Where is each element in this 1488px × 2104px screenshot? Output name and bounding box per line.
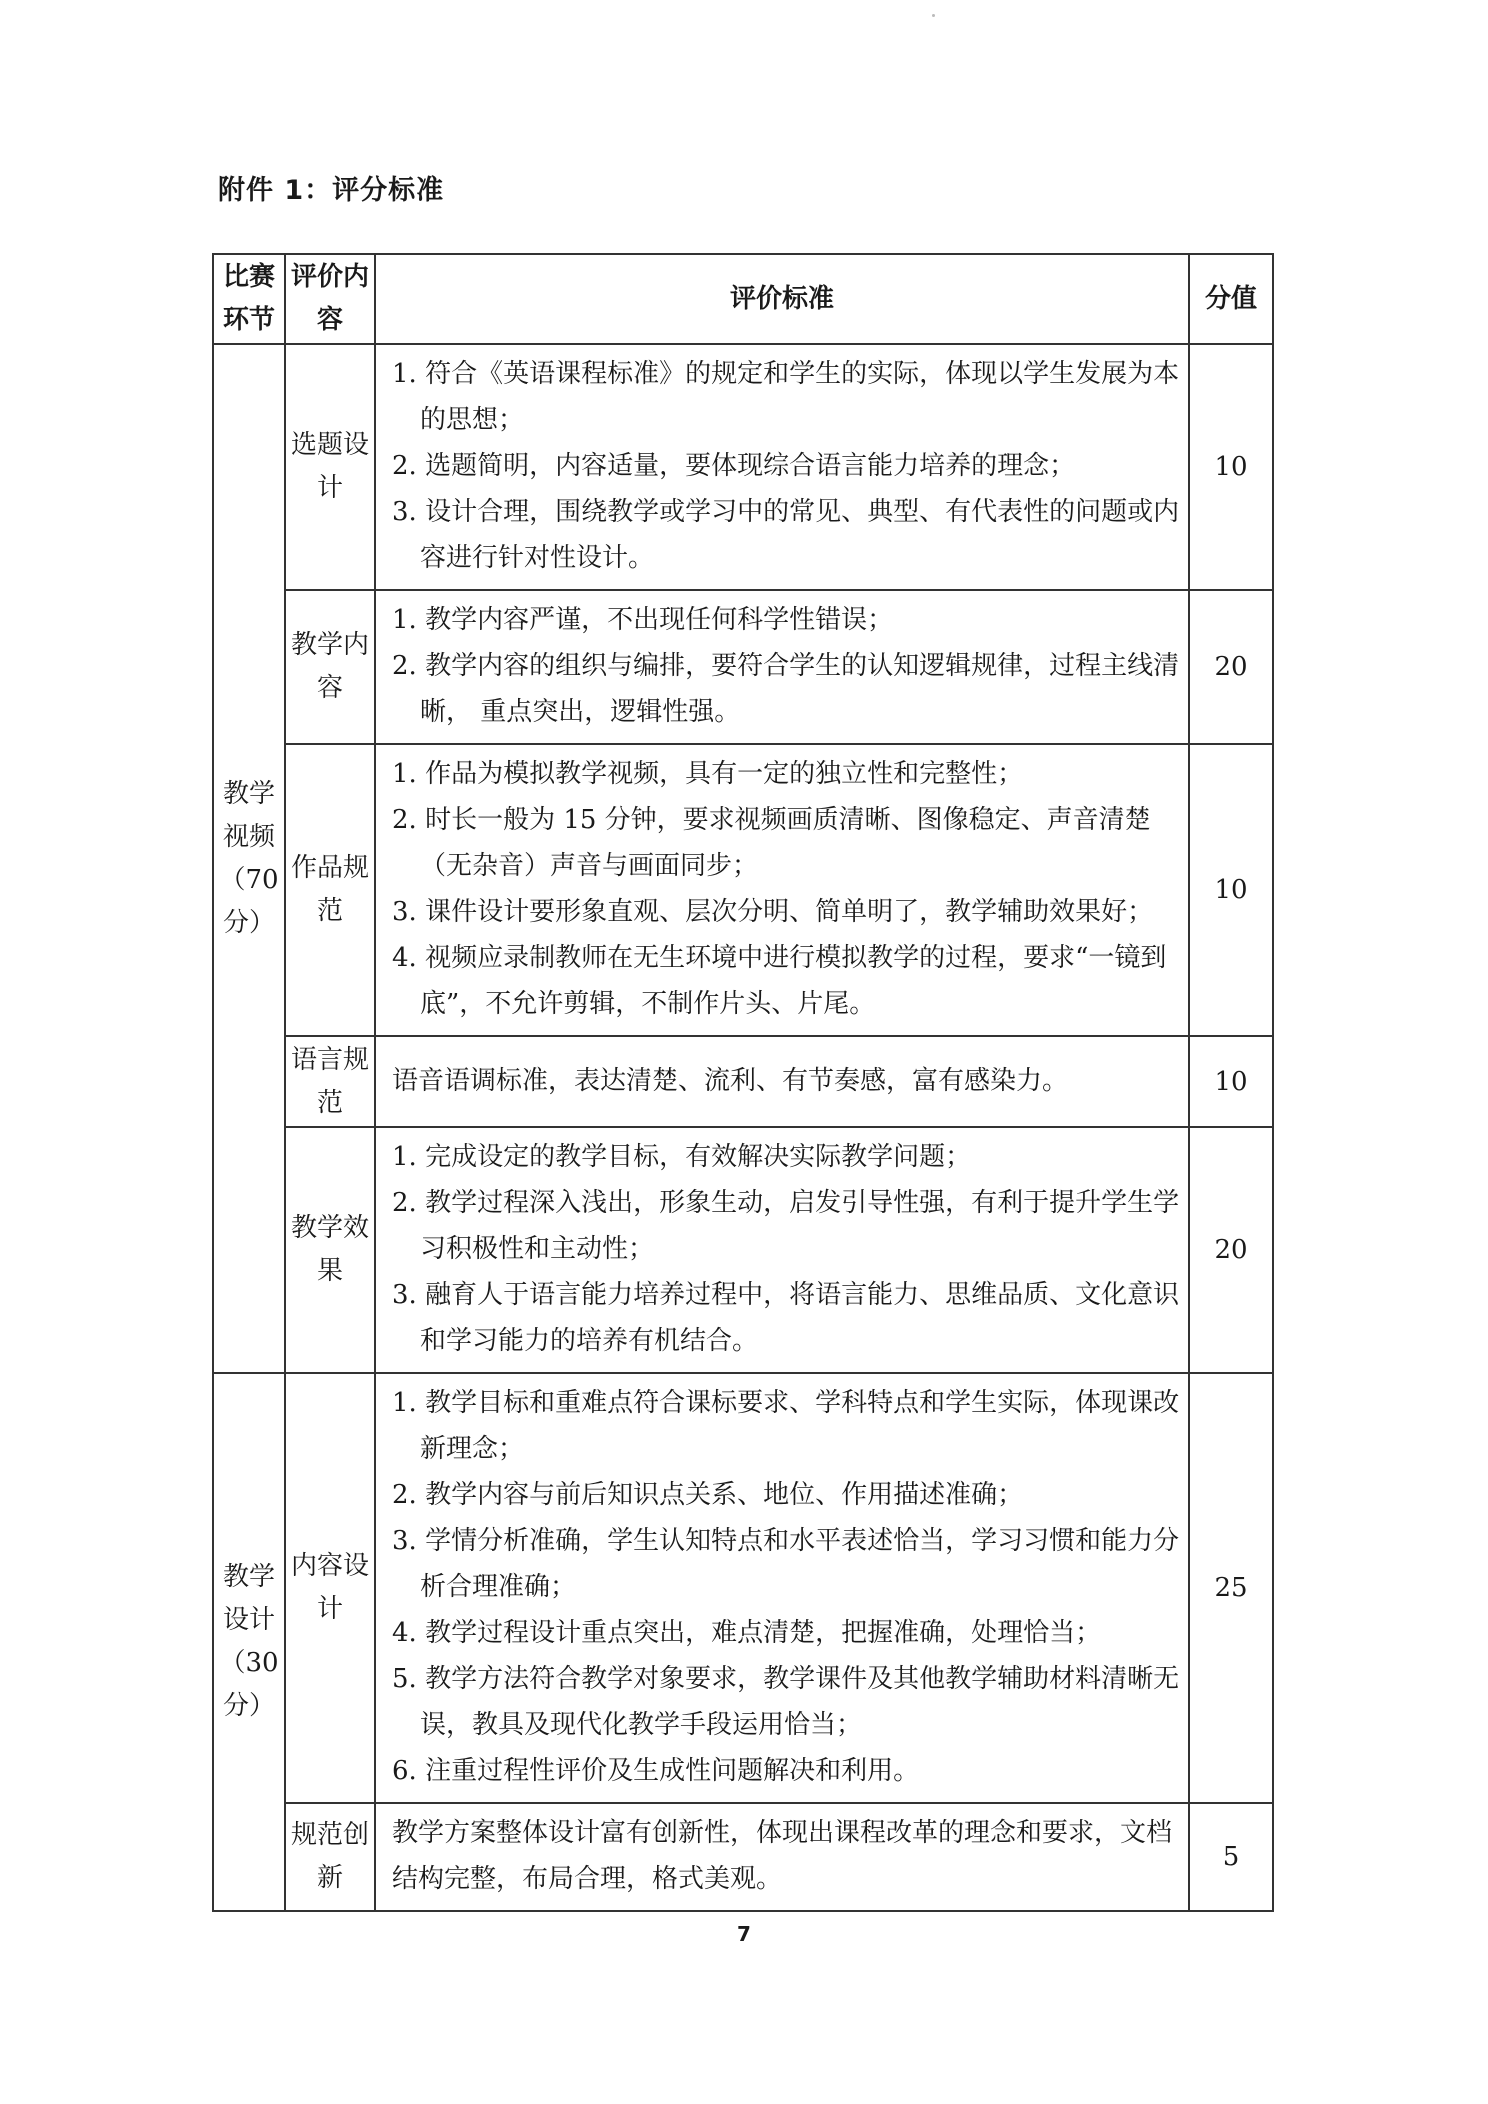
table-header xyxy=(213,254,1273,344)
criteria-item: 3. 设计合理，围绕教学或学习中的常见、典型、有代表性的问题或内容进行针对性设计。 xyxy=(392,497,1180,573)
criteria-item: 1. 符合《英语课程标准》的规定和学生的实际，体现以学生发展为本的思想； xyxy=(392,359,1180,435)
criteria-item: 2. 教学内容与前后知识点关系、地位、作用描述准确； xyxy=(392,1480,1024,1510)
score-value: 25 xyxy=(1189,1373,1273,1803)
content-label: 语言规范 xyxy=(285,1036,375,1127)
criteria-cell xyxy=(375,344,1189,590)
score-value: 10 xyxy=(1189,1036,1273,1127)
criteria-cell xyxy=(375,1803,1189,1911)
criteria-item: 5. 教学方法符合教学对象要求，教学课件及其他教学辅助材料清晰无误，教具及现代化教学手段运用恰当； xyxy=(392,1664,1180,1740)
stage-design: 教学设计（30分） xyxy=(213,1373,285,1911)
criteria-item: 2. 选题简明，内容适量，要体现综合语言能力培养的理念； xyxy=(392,451,1076,481)
criteria-item: 4. 教学过程设计重点突出，难点清楚，把握准确，处理恰当； xyxy=(392,1618,1102,1648)
criteria-item: 6. 注重过程性评价及生成性问题解决和利用。 xyxy=(392,1756,920,1786)
table-row xyxy=(213,1803,1273,1911)
criteria-cell xyxy=(375,590,1189,744)
content-label: 教学内容 xyxy=(285,590,375,744)
page-number: 7 xyxy=(737,1922,751,1946)
table-row xyxy=(213,344,1273,590)
criteria-item: 2. 教学过程深入浅出，形象生动，启发引导性强，有利于提升学生学习积极性和主动性； xyxy=(392,1188,1180,1264)
table-row xyxy=(213,1036,1273,1127)
criteria-item: 2. 时长一般为 15 分钟，要求视频画质清晰、图像稳定、声音清楚（无杂音）声音与画面同步； xyxy=(392,805,1151,881)
content-label: 规范创新 xyxy=(285,1803,375,1911)
criteria-cell xyxy=(375,1373,1189,1803)
criteria-item: 1. 教学内容严谨，不出现任何科学性错误； xyxy=(392,605,894,635)
content-label: 选题设计 xyxy=(285,344,375,590)
score-value: 10 xyxy=(1189,344,1273,590)
criteria-cell xyxy=(375,744,1189,1036)
header-content: 评价内容 xyxy=(285,254,375,344)
criteria-item: 3. 课件设计要形象直观、层次分明、简单明了，教学辅助效果好； xyxy=(392,897,1154,927)
table-row xyxy=(213,744,1273,1036)
content-label: 作品规范 xyxy=(285,744,375,1036)
criteria-item: 3. 融育人于语言能力培养过程中，将语言能力、思维品质、文化意识和学习能力的培养有机结合。 xyxy=(392,1280,1180,1356)
score-value: 20 xyxy=(1189,1127,1273,1373)
criteria-item: 1. 教学目标和重难点符合课标要求、学科特点和学生实际，体现课改新理念； xyxy=(392,1388,1180,1464)
stage-video: 教学视频（70分） xyxy=(213,344,285,1373)
criteria-item: 教学方案整体设计富有创新性，体现出课程改革的理念和要求，文档结构完整，布局合理，格式美观。 xyxy=(392,1818,1173,1894)
criteria-cell xyxy=(375,1036,1189,1127)
header-stage: 比赛环节 xyxy=(213,254,285,344)
criteria-item: 2. 教学内容的组织与编排，要符合学生的认知逻辑规律，过程主线清晰， 重点突出，逻辑性强。 xyxy=(392,651,1180,727)
scan-speck xyxy=(932,14,935,17)
criteria-item: 语音语调标准，表达清楚、流利、有节奏感，富有感染力。 xyxy=(392,1065,1069,1096)
criteria-item: 3. 学情分析准确，学生认知特点和水平表述恰当，学习习惯和能力分析合理准确； xyxy=(392,1526,1180,1602)
scoring-table xyxy=(212,253,1274,1912)
score-value: 20 xyxy=(1189,590,1273,744)
page-title: 附件 1：评分标准 xyxy=(218,175,445,206)
table-row xyxy=(213,1127,1273,1373)
header-score: 分值 xyxy=(1189,254,1273,344)
table-row xyxy=(213,590,1273,744)
criteria-item: 4. 视频应录制教师在无生环境中进行模拟教学的过程，要求“一镜到底”，不允许剪辑，不制作片头、片尾。 xyxy=(392,943,1167,1019)
score-value: 5 xyxy=(1189,1803,1273,1911)
content-label: 教学效果 xyxy=(285,1127,375,1373)
criteria-cell xyxy=(375,1127,1189,1373)
criteria-item: 1. 完成设定的教学目标，有效解决实际教学问题； xyxy=(392,1142,972,1172)
content-label: 内容设计 xyxy=(285,1373,375,1803)
criteria-item: 1. 作品为模拟教学视频，具有一定的独立性和完整性； xyxy=(392,759,1024,789)
table-row xyxy=(213,1373,1273,1803)
score-value: 10 xyxy=(1189,744,1273,1036)
header-criteria: 评价标准 xyxy=(375,254,1189,344)
